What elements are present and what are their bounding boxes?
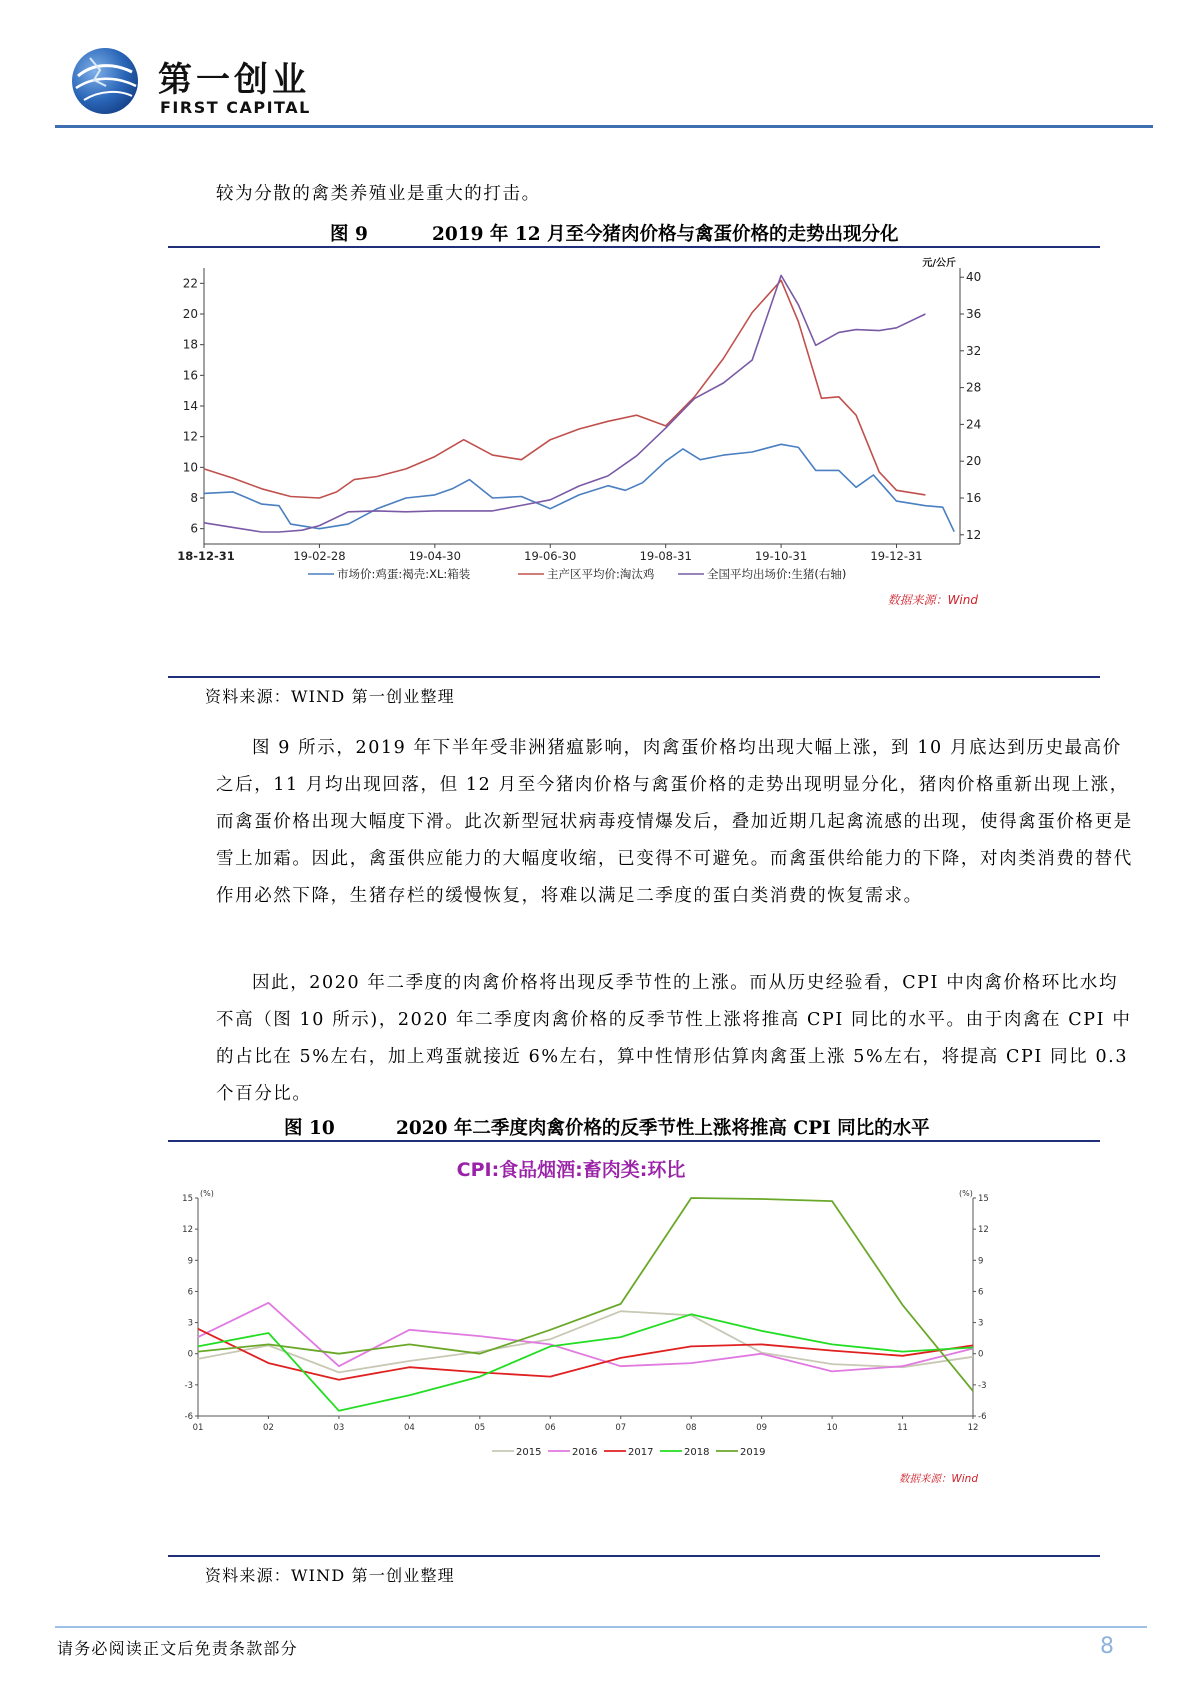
- x-tick-label: 19-12-31: [870, 549, 923, 563]
- figure10-series: [198, 1198, 973, 1411]
- y-tick-label-left: -6: [184, 1412, 193, 1422]
- y-tick-label-right: 28: [966, 380, 982, 395]
- x-tick-label: 11: [897, 1423, 908, 1433]
- y-tick-label-left: 18: [182, 337, 198, 352]
- figure10-chart: [168, 1146, 1100, 1546]
- legend-label: 2015: [516, 1447, 542, 1458]
- culled-hen-price-line: [204, 280, 925, 498]
- y-tick-label-left: -3: [184, 1380, 193, 1391]
- paragraph-1: 图 9 所示，2019 年下半年受非洲猪瘟影响，肉禽蛋价格均出现大幅上涨，到 10 月底达到历史最高价之后，11 月均出现回落，但 12 月至今猪肉价格与禽蛋价格的走势出现明显分化，猪肉价格重新出现上涨，而禽蛋价格出现大幅度下滑。此次新型冠状病毒疫情爆发后，叠加近期几起禽流感的出现，使得禽蛋价格更是雪上加霜。因此，禽蛋供应能力的大幅度收缩，已变得不可避免。而禽蛋供给能力的下降，对肉类消费的替代作用必然下降，生猪存栏的缓慢恢复，将难以满足二季度的蛋白类消费的恢复需求。: [216, 738, 1133, 906]
- y-tick-label-left: 10: [182, 460, 198, 475]
- y-tick-label-right: 40: [966, 270, 982, 285]
- y-tick-label-right: 6: [978, 1287, 984, 1298]
- x-tick-label: 07: [615, 1423, 627, 1433]
- y-tick-label-right: 32: [966, 343, 982, 358]
- figure9-title: 2019 年 12 月至今猪肉价格与禽蛋价格的走势出现分化: [432, 224, 899, 245]
- figure9-source: 资料来源：WIND 第一创业整理: [205, 687, 455, 706]
- x-tick-label: 19-08-31: [639, 549, 692, 563]
- y-tick-label-right: 3: [978, 1318, 984, 1329]
- source-note: 数据来源：Wind: [898, 1473, 978, 1485]
- y-tick-label-right: 36: [966, 307, 982, 321]
- y-tick-label-left: 14: [182, 399, 198, 413]
- y-tick-label-left: 8: [190, 491, 198, 505]
- legend-label: 主产区平均价:淘汰鸡: [547, 567, 655, 581]
- legend-label: 市场价:鸡蛋:褐壳:XL:箱装: [337, 567, 471, 581]
- legend-label: 全国平均出场价:生猪(右轴): [707, 567, 847, 581]
- x-tick-label: 19-10-31: [754, 549, 808, 563]
- figure9-label: 图 9: [330, 224, 368, 245]
- y-tick-label-right: 12: [978, 1225, 989, 1236]
- x-tick-label: 12: [967, 1423, 979, 1433]
- y-unit-label: 元/公斤: [922, 258, 956, 269]
- y-tick-label-right: 16: [966, 491, 982, 505]
- legend-label: 2018: [684, 1447, 710, 1458]
- x-tick-label: 10: [826, 1423, 838, 1433]
- y-unit-left: (%): [200, 1189, 214, 1198]
- y-tick-label-right: -3: [978, 1380, 987, 1391]
- y-tick-label-right: 0: [978, 1349, 984, 1360]
- footer-disclaimer: 请务必阅读正文后免责条款部分: [57, 1639, 298, 1658]
- x-tick-label: 18-12-31: [177, 549, 235, 563]
- x-tick-label: 05: [474, 1423, 486, 1433]
- x-tick-label: 19-06-30: [524, 549, 577, 563]
- figure10-top-rule: [168, 1140, 1100, 1142]
- page-number: 8: [1100, 1634, 1114, 1659]
- source-note: 数据来源：Wind: [887, 593, 978, 607]
- y-tick-label-right: 12: [966, 527, 982, 542]
- brand-name-cn: 第一创业: [158, 60, 310, 100]
- y-tick-label-right: 9: [978, 1256, 984, 1267]
- figure10-label: 图 10: [284, 1118, 335, 1139]
- brand-name-en: FIRST CAPITAL: [160, 98, 311, 117]
- egg-price-line: [204, 444, 954, 531]
- y-tick-label-left: 6: [190, 521, 198, 536]
- y-tick-label-left: 0: [187, 1349, 193, 1360]
- figure9-series: [204, 275, 954, 532]
- y-tick-label-left: 9: [187, 1256, 193, 1267]
- figure10-source: 资料来源：WIND 第一创业整理: [205, 1566, 455, 1585]
- figure10-title: 2020 年二季度肉禽价格的反季节性上涨将推高 CPI 同比的水平: [396, 1118, 930, 1139]
- first-capital-logo: [70, 46, 140, 116]
- y-tick-label-right: 24: [966, 417, 982, 432]
- figure9-axes: [177, 256, 981, 563]
- legend-label: 2019: [740, 1447, 766, 1458]
- x-tick-label: 03: [333, 1423, 345, 1433]
- figure10-bottom-rule: [168, 1555, 1100, 1557]
- y-tick-label-left: 22: [182, 276, 198, 291]
- x-tick-label: 06: [544, 1423, 556, 1433]
- series-line-2016: [198, 1303, 973, 1372]
- figure9-legend: [308, 567, 978, 607]
- x-tick-label: 02: [263, 1423, 274, 1433]
- y-tick-label-left: 12: [182, 1225, 193, 1236]
- x-tick-label: 08: [685, 1423, 697, 1433]
- x-tick-label: 01: [192, 1423, 204, 1433]
- x-tick-label: 19-04-30: [408, 549, 461, 563]
- y-unit-right: (%): [959, 1189, 973, 1198]
- y-tick-label-right: -6: [978, 1412, 987, 1422]
- intro-text: 较为分散的禽类养殖业是重大的打击。: [216, 184, 541, 204]
- figure10-legend: [492, 1447, 978, 1485]
- x-tick-label: 19-02-28: [293, 549, 346, 563]
- series-line-2017: [198, 1329, 973, 1380]
- chart-title: CPI:食品烟酒:畜肉类:环比: [456, 1159, 686, 1181]
- figure10-axes: [182, 1158, 989, 1433]
- figure9-top-rule: [168, 246, 1100, 248]
- header-divider: [55, 125, 1153, 128]
- footer-divider: [55, 1626, 1147, 1628]
- y-tick-label-left: 12: [182, 429, 198, 444]
- y-tick-label-right: 15: [978, 1194, 989, 1204]
- y-tick-label-left: 20: [182, 307, 198, 321]
- paragraph-2: 因此，2020 年二季度的肉禽价格将出现反季节性的上涨。而从历史经验看，CPI 中肉禽价格环比水均不高（图 10 所示)，2020 年二季度肉禽价格的反季节性上涨将推高 CPI 同比的水平。由于肉禽在 CPI 中的占比在 5%左右，加上鸡蛋就接近 6%左右，算中性情形估算肉禽蛋上涨 5%左右，将提高 CPI 同比 0.3 个百分比。: [216, 973, 1132, 1104]
- legend-label: 2016: [572, 1447, 598, 1458]
- y-tick-label-left: 15: [182, 1194, 193, 1204]
- y-tick-label-left: 16: [182, 368, 198, 383]
- y-tick-label-right: 20: [966, 454, 982, 469]
- legend-label: 2017: [628, 1447, 654, 1458]
- x-tick-label: 09: [756, 1423, 768, 1433]
- figure9-chart: [168, 252, 1100, 672]
- y-tick-label-left: 6: [187, 1287, 193, 1298]
- x-tick-label: 04: [403, 1423, 415, 1433]
- figure9-bottom-rule: [168, 676, 1100, 678]
- hog-price-line: [204, 275, 925, 532]
- y-tick-label-left: 3: [187, 1318, 193, 1329]
